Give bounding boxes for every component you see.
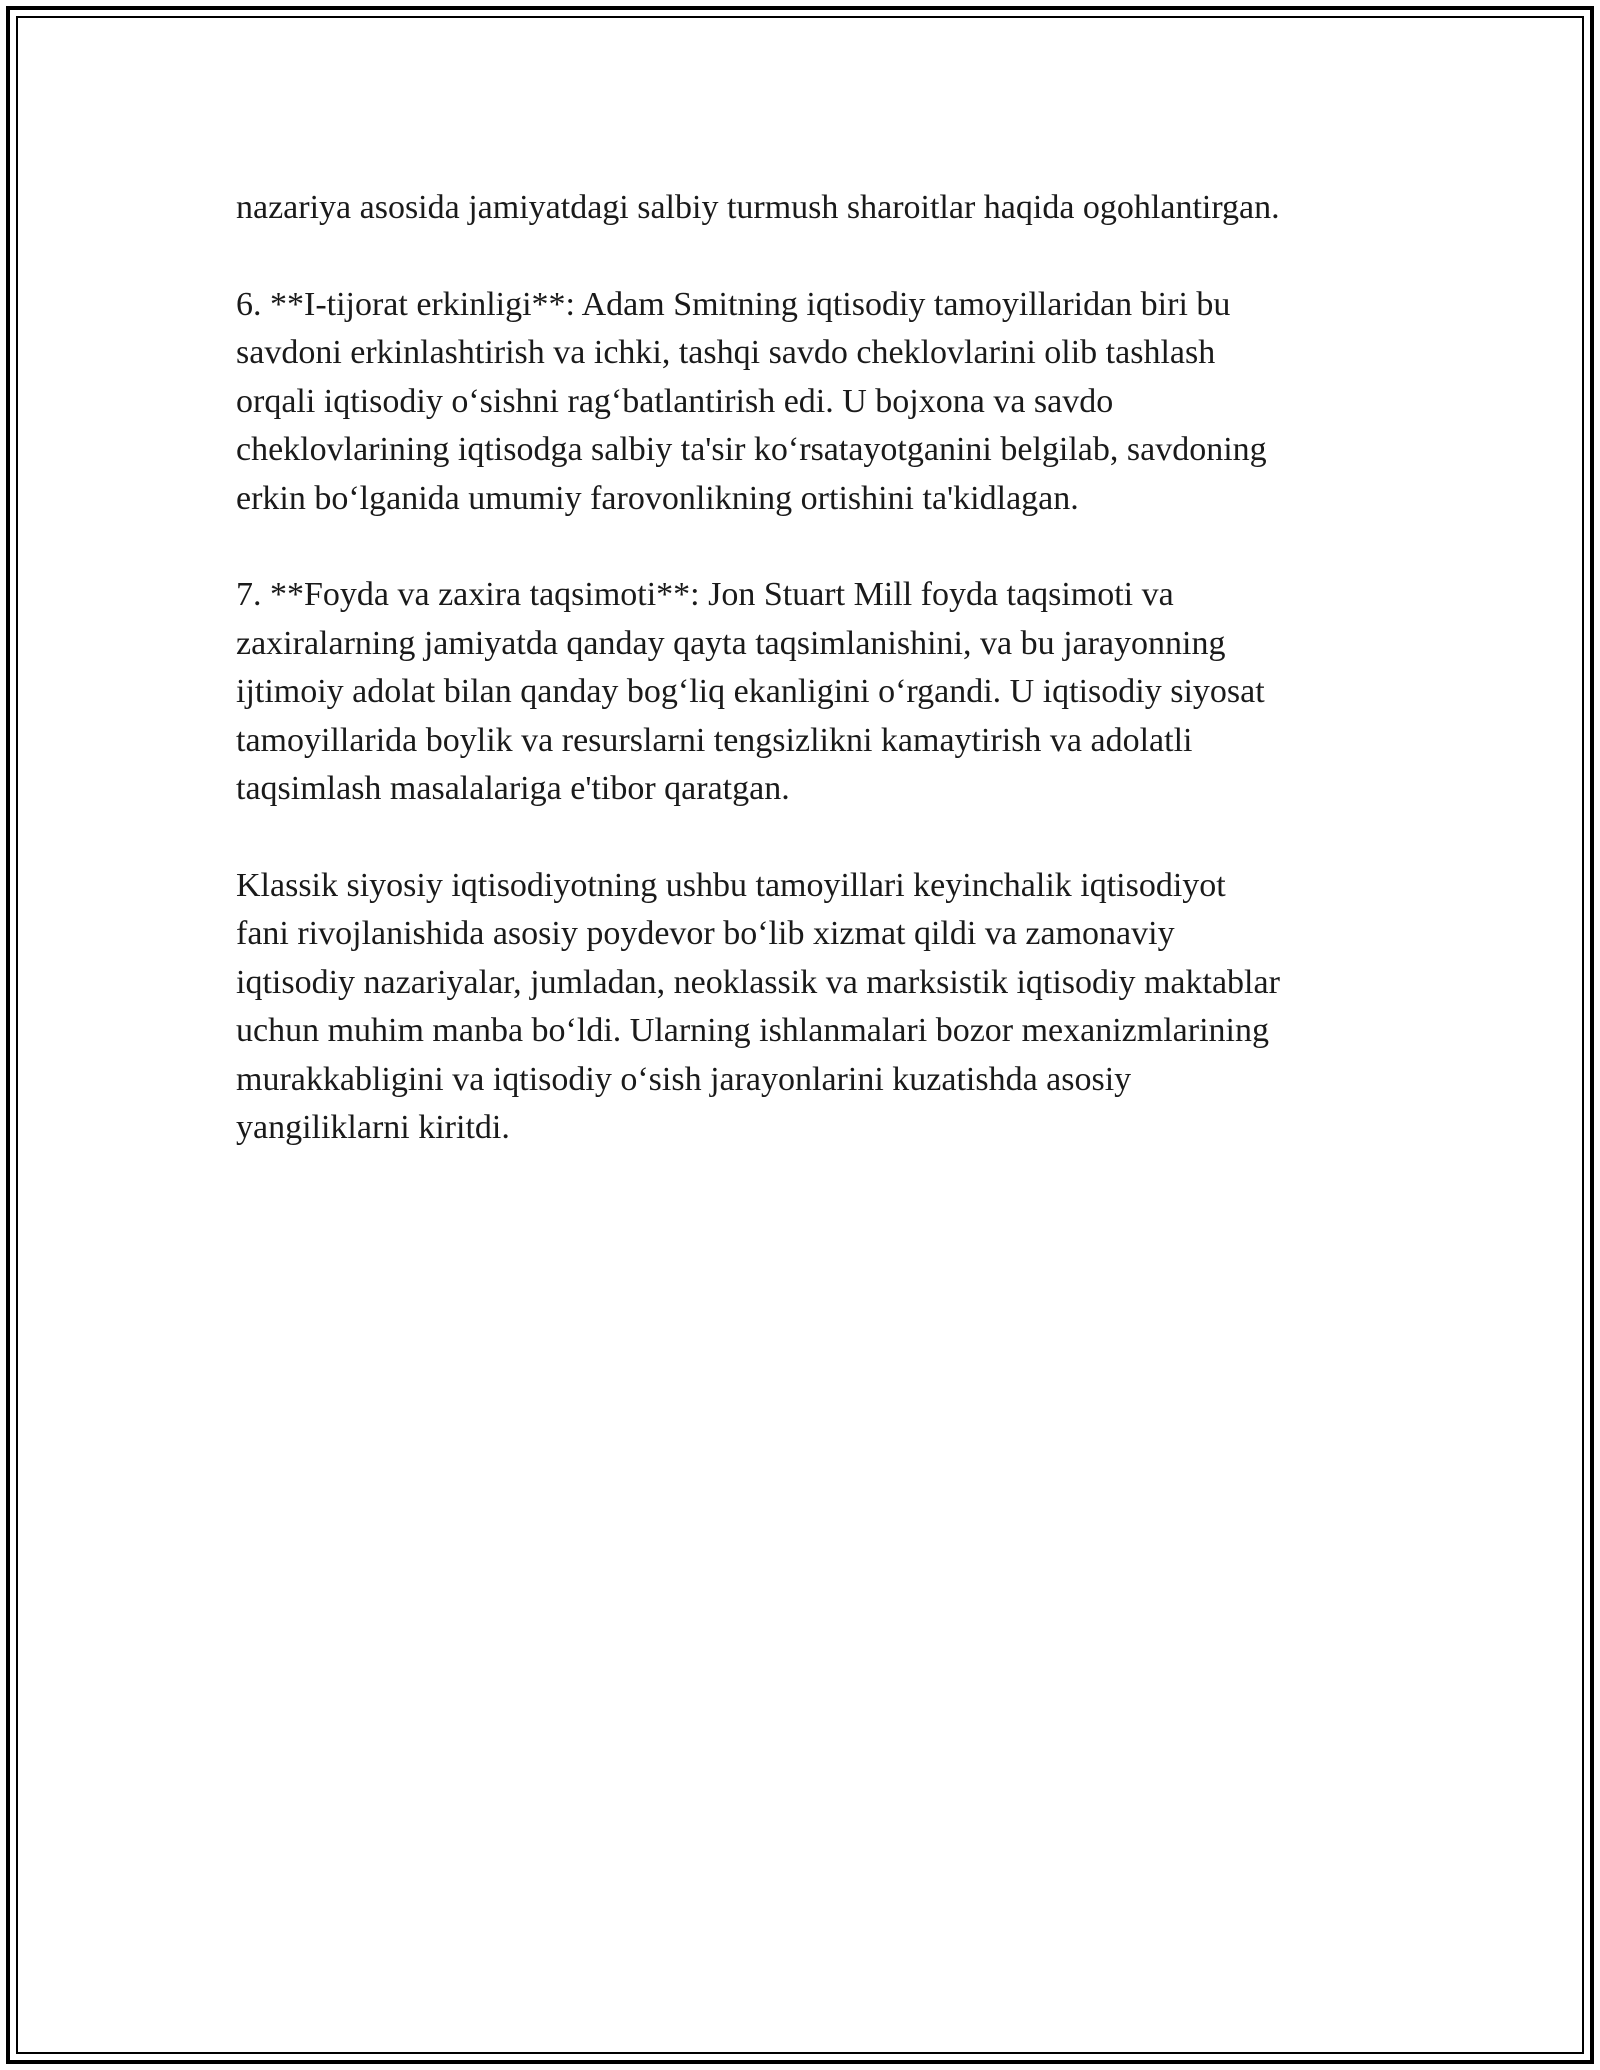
- text-line: Klassik siyosiy iqtisodiyotning ushbu tamoyillari keyinchalik iqtisodiyot: [236, 866, 1226, 904]
- text-line: 6. **I-tijorat erkinligi**: Adam Smitning iqtisodiy tamoyillaridan biri bu: [236, 285, 1231, 323]
- text-line: ijtimoiy adolat bilan qanday bog‘liq ekanligini o‘rgandi. U iqtisodiy siyosat: [236, 673, 1265, 710]
- text-line: fani rivojlanishida asosiy poydevor bo‘lib xizmat qildi va zamonaviy: [236, 915, 1175, 952]
- text-line: iqtisodiy nazariyalar, jumladan, neoklassik va marksistik iqtisodiy maktablar: [236, 963, 1280, 1001]
- paragraph-conclusion: [236, 862, 1386, 1153]
- paragraph-item-7: [236, 571, 1386, 814]
- text-line: yangiliklarni kiritdi.: [236, 1109, 510, 1146]
- text-line: tamoyillarida boylik va resurslarni tengsizlikni kamaytirish va adolatli: [236, 721, 1193, 759]
- document-body: [236, 184, 1386, 1201]
- text-line: erkin bo‘lganida umumiy farovonlikning ortishini ta'kidlagan.: [236, 479, 1079, 517]
- text-line: orqali iqtisodiy o‘sishni rag‘batlantirish edi. U bojxona va savdo: [236, 382, 1114, 420]
- text-line: nazariya asosida jamiyatdagi salbiy turmush sharoitlar haqida ogohlantirgan.: [236, 189, 1280, 226]
- text-line: murakkabligini va iqtisodiy o‘sish jarayonlarini kuzatishda asosiy: [236, 1060, 1132, 1098]
- text-line: cheklovlarining iqtisodga salbiy ta'sir ko‘rsatayotganini belgilab, savdoning: [236, 431, 1267, 468]
- text-line: taqsimlash masalalariga e'tibor qaratgan.: [236, 770, 790, 807]
- text-line: savdoni erkinlashtirish va ichki, tashqi savdo cheklovlarini olib tashlash: [236, 334, 1216, 371]
- text-line: uchun muhim manba bo‘ldi. Ularning ishlanmalari bozor mexanizmlarining: [236, 1012, 1269, 1049]
- text-line: zaxiralarning jamiyatda qanday qayta taqsimlanishini, va bu jarayonning: [236, 624, 1226, 662]
- paragraph-intro-continuation: [236, 184, 1386, 233]
- text-line: 7. **Foyda va zaxira taqsimoti**: Jon Stuart Mill foyda taqsimoti va: [236, 576, 1174, 613]
- paragraph-item-6: [236, 281, 1386, 524]
